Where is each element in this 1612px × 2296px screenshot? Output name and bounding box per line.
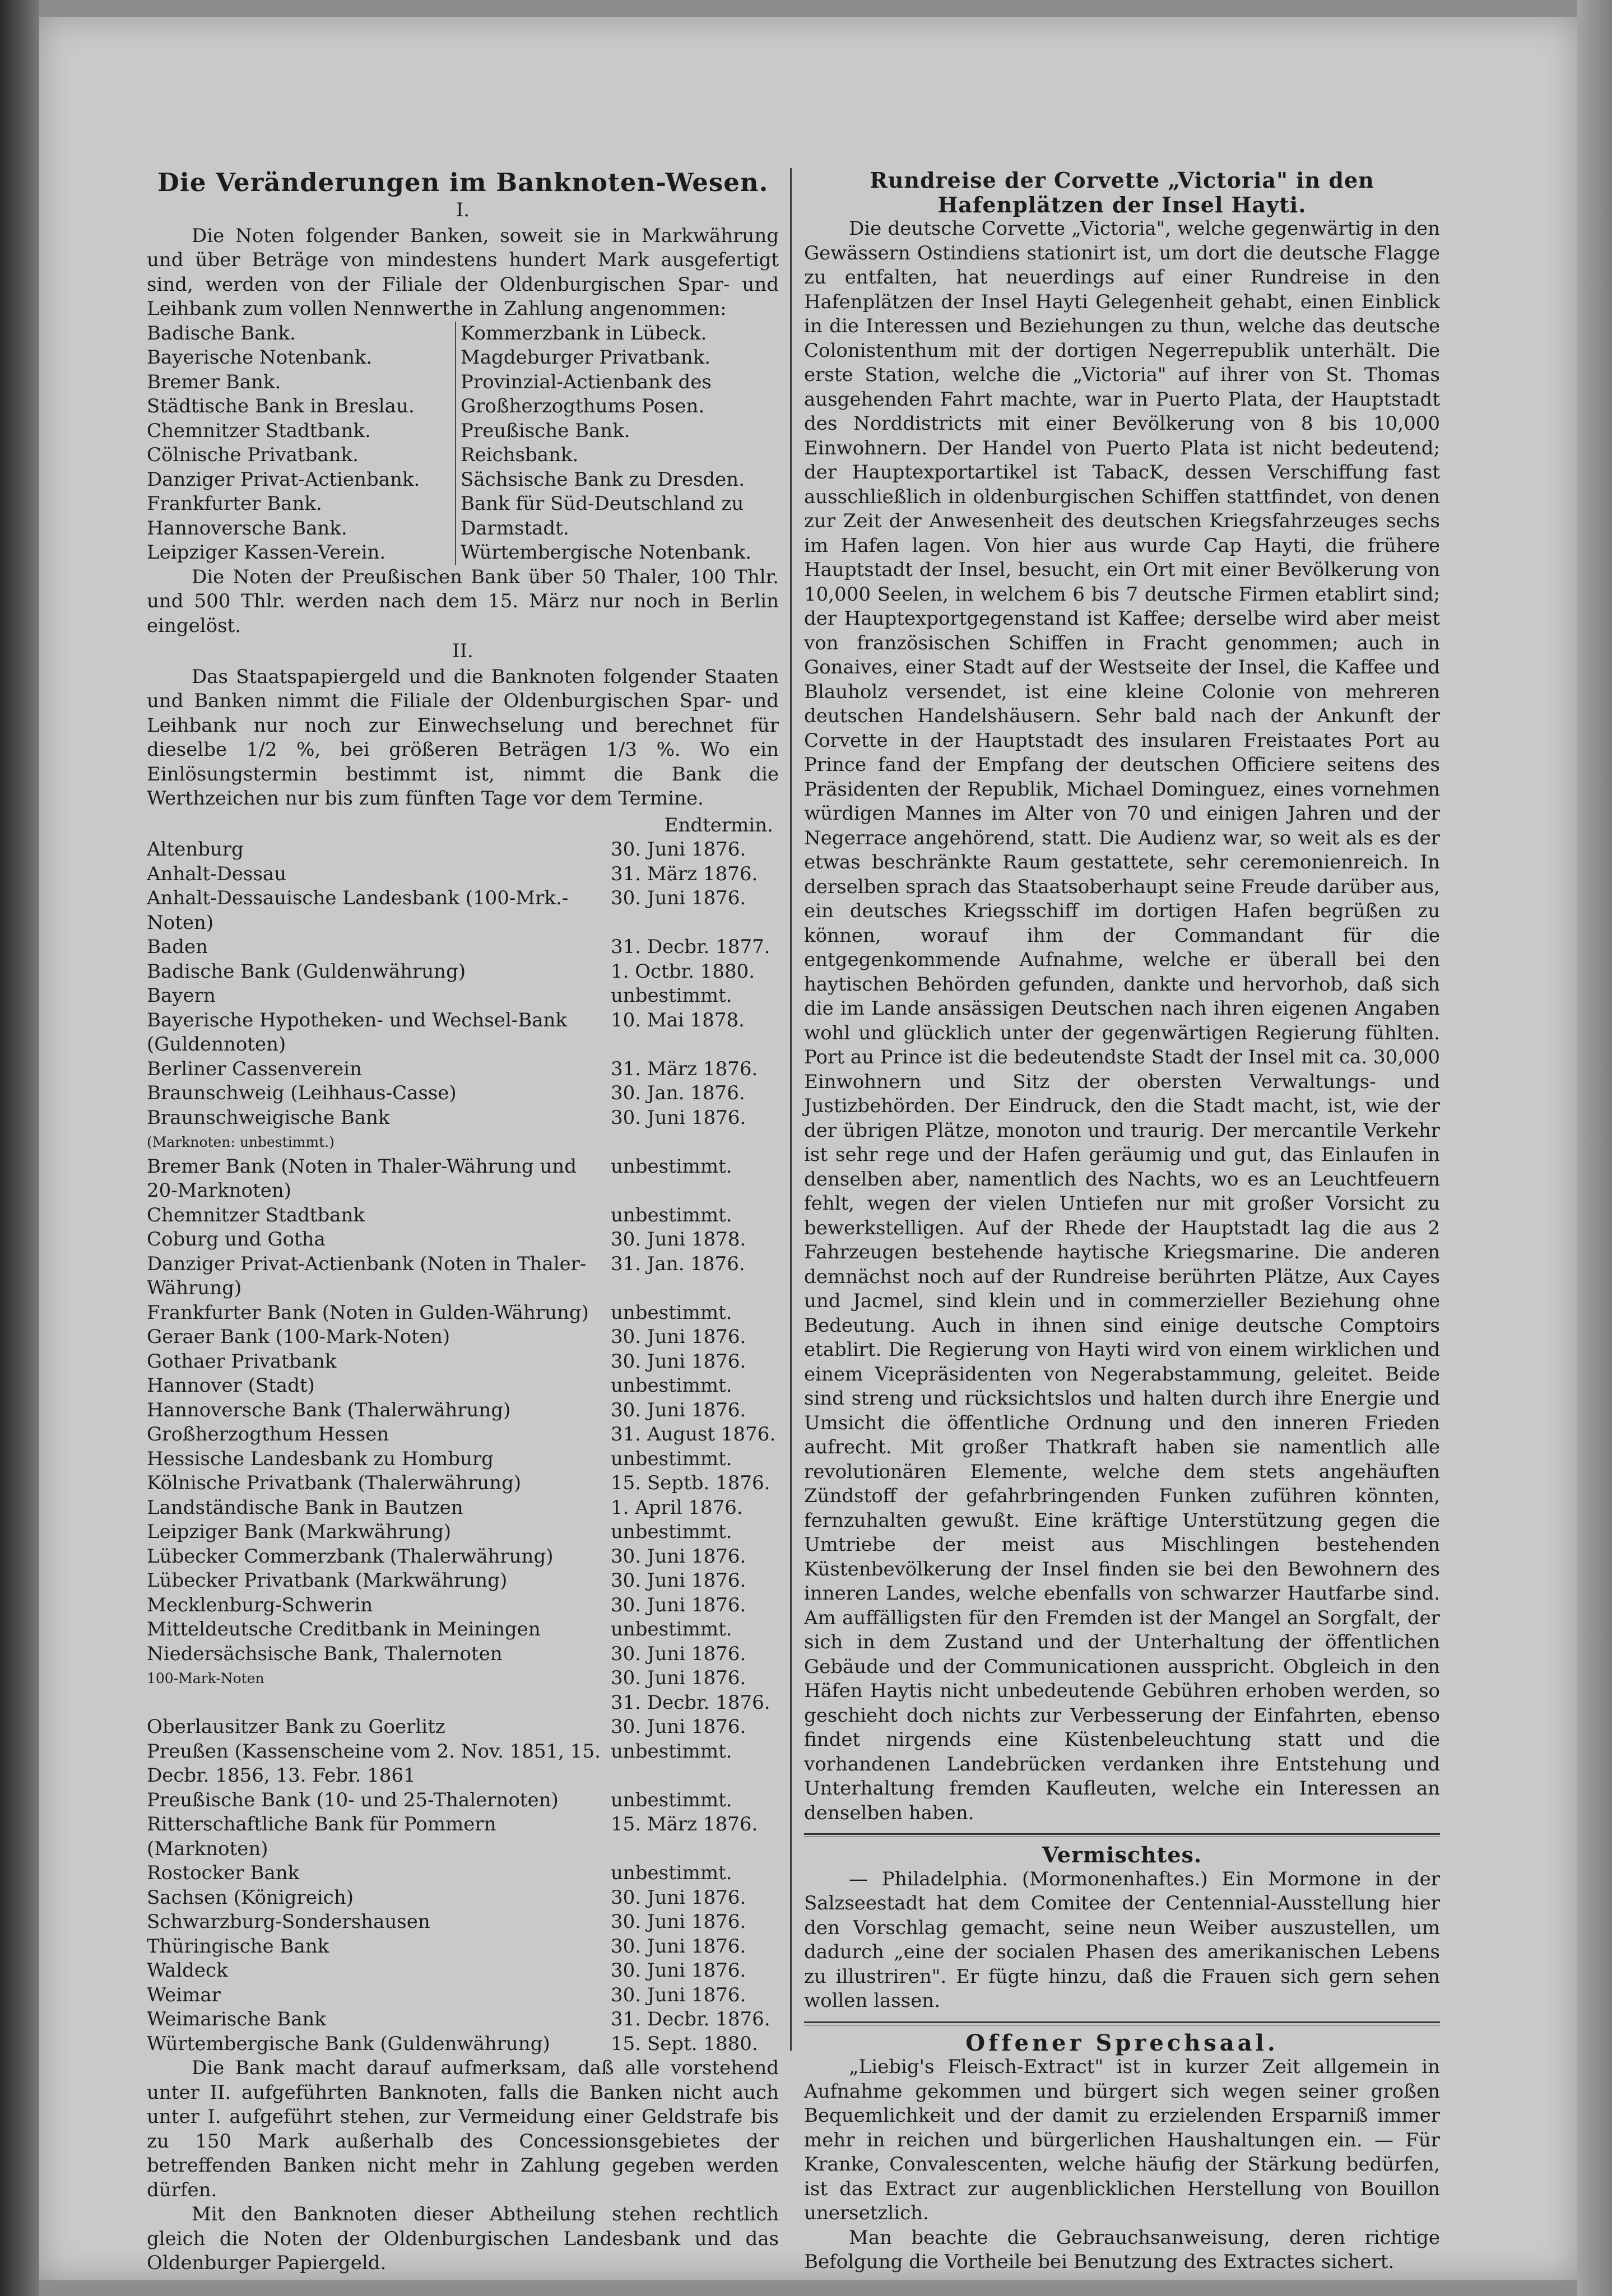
termin-date: 30. Juni 1876. — [611, 1667, 746, 1689]
termin-date: 15. März 1876. — [611, 1813, 758, 1835]
accepted-banks-col2 — [455, 322, 779, 565]
termin-row — [147, 1740, 779, 1788]
termin-bank: Bayerische Hypotheken- und Wechsel-Bank (Guldennoten) — [147, 1008, 568, 1056]
termin-date: 30. Juni 1876. — [611, 1593, 746, 1616]
termin-row — [147, 1812, 779, 1861]
termin-date: 31. August 1876. — [611, 1423, 776, 1446]
bank-item: Badische Bank. — [147, 322, 296, 345]
termin-row — [147, 1959, 779, 1983]
termin-date: unbestimmt. — [611, 1788, 732, 1811]
endtermin-table — [147, 838, 779, 2056]
bank-item: Kommerzbank in Lübeck. — [461, 322, 707, 345]
termin-bank: 100-Mark-Noten — [147, 1670, 264, 1686]
termin-bank: Bayern — [147, 984, 216, 1007]
termin-date: unbestimmt. — [611, 984, 732, 1007]
endtermin-header: Endtermin. — [664, 814, 773, 836]
termin-bank: Niedersächsische Bank, Thalernoten — [147, 1642, 503, 1665]
termin-date: 30. Jan. 1876. — [611, 1082, 745, 1104]
termin-bank: Waldeck — [147, 1959, 228, 1982]
termin-date: 15. Sept. 1880. — [611, 2032, 758, 2055]
termin-date: 30. Juni 1876. — [611, 1642, 746, 1665]
bank-item: Provinzial-Actienbank des Großherzogthums Posen. — [461, 370, 712, 417]
termin-date: unbestimmt. — [611, 1203, 732, 1226]
termin-row — [147, 1423, 779, 1447]
termin-row — [147, 1398, 779, 1423]
termin-bank: Ritterschaftliche Bank für Pommern (Marknoten) — [147, 1813, 496, 1860]
termin-bank: Braunschweigische Bank — [147, 1106, 390, 1129]
corvette-article-text: Die deutsche Corvette „Victoria", welche gegenwärtig in den Gewässern Ostindiens stationirt ist, um dort die deutsche Flagge zu entfalten, hat neuerdings auf einer Rundreise in den Hafenplätzen der Insel Hayti Gelegenheit gehabt, einen Einblick in die Interessen und Beziehungen zu thun, welche das deutsche Colonistenthum mit der dortigen Negerrepublik unterhält. Die erste Station, welche die „Victoria" auf ihrer von St. Thomas ausgehenden Fahrt machte, war in Puerto Plata, der Hauptstadt des Norddistricts mit einer Bevölkerung von 8 bis 10,000 Einwohnern. Der Handel von Puerto Plata ist nicht bedeutend; der Hauptexportartikel ist TabacK, dessen Verschiffung fast ausschließlich in oldenburgischen Schiffen stattfindet, von denen zur Zeit der Anwesenheit des deutschen Kriegsfahrzeuges sechs im Hafen lagen. Von hier aus wurde Cap Hayti, die frühere Hauptstadt der Insel, besucht, ein Ort mit einer Bevölkerung von 10,000 Seelen, in welchem 6 bis 7 deutsche Firmen etablirt sind; der Hauptexportgegenstand ist Kaffee; derselbe wird aber meist von französischen Schiffen in Fracht genommen; auch in Gonaives, einer Stadt auf der Westseite der Insel, die Kaffee und Blauholz versendet, ist eine kleine Colonie von mehreren deutschen Handelshäusern. Sehr bald nach der Ankunft der Corvette in der Hauptstadt des insularen Freistaates Port au Prince fand der Empfang der deutschen Officiere seitens des Präsidenten der Republik, Michael Dominguez, eines vornehmen würdigen Mannes im Alter von 70 und einigen Jahren und der Negerrace angehörend, statt. Die Audienz war, so weit als es der etwas beschränkte Raum gestattete, sehr ceremonienreich. In derselben sprach das Staatsoberhaupt seine Freude darüber aus, ein deutsches Kriegsschiff im dortigen Hafen begrüßen zu können, worauf ihm der Commandant für die entgegenkommende Aufnahme, welche er überall bei den haytischen Behörden gefunden, dankte und hervorhob, daß sich die im Lande ansässigen Deutschen nach ihren eigenen Angaben wohl und glücklich unter der gegenwärtigen Regierung fühlten. Port au Prince ist die bedeutendste Stadt der Insel mit ca. 30,000 Einwohnern und Sitz der obersten Verwaltungs- und Justizbehörden. Der Eindruck, den die Stadt macht, ist, wie der der übrigen Plätze, monoton und traurig. Der mercantile Verkehr ist sehr rege und der Hafen geräumig und gut, das Einlaufen in denselben aber, namentlich des Nachts, wo es an Leuchtfeuern fehlt, wegen der vielen Untiefen nur mit großer Vorsicht zu bewerkstelligen. Auf der Rhede der Hauptstadt lag die aus 2 Fahrzeugen bestehende haytische Kriegsmarine. Die anderen demnächst noch auf der Rundreise berührten Plätze, Aux Cayes und Jacmel, sind klein und in commerzieller Beziehung ohne Bedeutung. Auch in ihnen sind einige deutsche Comptoirs etablirt. Die Regierung von Hayti wird von einem wirklichen und einem Vicepräsidenten von Negerabstammung, geleitet. Beide sind streng und rücksichtslos und halten durch ihre Energie und Umsicht die öffentliche Ordnung und den inneren Frieden aufrecht. Mit großer Thatkraft haben sie namentlich alle revolutionären Elemente, welche dem stets angehäuften Zündstoff der gefahrbringenden Funken zuführen könnten, fernzuhalten gewußt. Eine kräftige Unterstützung gegen die Umtriebe der meist aus Mischlingen bestehenden Küstenbevölkerung der Insel finden sie bei den Bewohnern des inneren Landes, welche ebenfalls von schwarzer Hautfarbe sind. Am auffälligsten für den Fremden ist der Mangel an Sorgfalt, der sich in dem Zustand und der Unterhaltung der öffentlichen Gebäude und der Communicationen ausspricht. Obgleich in den Häfen Haytis nicht unbedeutende Gebühren erhoben werden, so geschieht doch nichts zur Verbesserung der Einfahrten, ebenso findet nirgends eine Küstenbeleuchtung statt und die vorhandenen Landebrücken verdanken ihre Entstehung und Unterhaltung fremden Kaufleuten, welche ein Interessen an denselben haben. — [804, 217, 1440, 1824]
column-rule — [790, 168, 792, 2051]
book-spine — [0, 0, 39, 2296]
termin-date: 30. Juni 1876. — [611, 1935, 746, 1958]
preussische-note: Die Noten der Preußischen Bank über 50 Thaler, 100 Thlr. und 500 Thlr. werden nach dem 15. März nur noch in Berlin eingelöst. — [147, 565, 779, 637]
termin-bank: Oberlausitzer Bank zu Goerlitz — [147, 1716, 445, 1738]
termin-bank: Schwarzburg-Sondershausen — [147, 1911, 430, 1933]
sprechsaal-title: Offener Sprechsaal. — [965, 2029, 1279, 2056]
termin-bank: (Marknoten: unbestimmt.) — [147, 1134, 335, 1150]
termin-bank: Hessische Landesbank zu Homburg — [147, 1447, 494, 1470]
termin-bank: Anhalt-Dessau — [147, 862, 287, 885]
termin-date: 30. Juni 1876. — [611, 1106, 746, 1129]
termin-date: 30. Juni 1876. — [611, 1545, 746, 1568]
termin-row — [147, 1569, 779, 1593]
termin-bank: Würtembergische Bank (Guldenwährung) — [147, 2032, 550, 2055]
termin-bank: Rostocker Bank — [147, 1862, 300, 1884]
termin-bank: Lübecker Privatbank (Markwährung) — [147, 1569, 508, 1592]
termin-date: 30. Juni 1876. — [611, 1911, 746, 1933]
termin-row — [147, 1788, 779, 1813]
termin-date: unbestimmt. — [611, 1374, 732, 1397]
termin-date: unbestimmt. — [611, 1521, 732, 1543]
termin-row — [147, 1203, 779, 1228]
termin-row — [147, 1691, 779, 1716]
vermischtes-text: — Philadelphia. (Mormonenhaftes.) Ein Mormone in der Salzseestadt hat dem Comitee der Centennial-Ausstellung hier den Vorschlag gemacht, seine neun Weiber auszustellen, um dadurch „eine der socialen Phasen des amerikanischen Lebens zu illustriren". Er fügte hinzu, daß die Frauen sich gern sehen wollen lassen. — [804, 1867, 1440, 2012]
sprechsaal-text-2: Man beachte die Gebrauchsanweisung, deren richtige Befolgung die Vortheile bei Benutzung des Extractes sichert. — [804, 2226, 1440, 2273]
bank-item: Danziger Privat-Actienbank. — [147, 468, 420, 491]
termin-bank: Anhalt-Dessauische Landesbank (100-Mrk.-Noten) — [147, 887, 569, 934]
exchange-intro: Das Staatspapiergeld und die Banknoten folgender Staaten und Banken nimmt die Filiale der Oldenburgischen Spar- und Leihbank nur noch zur Einwechselung und berechnet für dieselbe 1/2 %, bei größeren Beträgen 1/3 %. Wo ein Einlösungstermin bestimmt ist, nimmt die Bank die Werthzeichen nur bis zum fünften Tage vor dem Termine. — [147, 665, 779, 810]
bank-item: Magdeburger Privatbank. — [461, 346, 711, 369]
termin-row — [147, 1593, 779, 1618]
left-column — [147, 168, 779, 2276]
termin-bank: Preußen (Kassenscheine vom 2. Nov. 1851, 15. Decbr. 1856, 13. Febr. 1861 — [147, 1740, 601, 1787]
termin-date: 30. Juni 1876. — [611, 1983, 746, 2006]
termin-row — [147, 1057, 779, 1082]
termin-row — [147, 1228, 779, 1252]
termin-date: 30. Juni 1876. — [611, 838, 746, 861]
section-separator — [804, 1833, 1440, 1837]
termin-row — [147, 2032, 779, 2057]
termin-row — [147, 1910, 779, 1935]
termin-row — [147, 935, 779, 960]
termin-date: unbestimmt. — [611, 1740, 732, 1763]
bank-item: Preußische Bank. — [461, 419, 630, 442]
termin-row — [147, 1935, 779, 1959]
section-separator — [804, 2021, 1440, 2025]
termin-bank: Preußische Bank (10- und 25-Thalernoten) — [147, 1788, 559, 1811]
termin-date: unbestimmt. — [611, 1301, 732, 1324]
bank-item: Hannoversche Bank. — [147, 517, 347, 540]
termin-bank — [147, 1691, 611, 1716]
bank-item: Bremer Bank. — [147, 370, 281, 393]
termin-row — [147, 1983, 779, 2008]
termin-bank: Braunschweig (Leihhaus-Casse) — [147, 1082, 457, 1104]
termin-row — [147, 1618, 779, 1642]
termin-bank: Baden — [147, 936, 208, 958]
termin-date: 1. April 1876. — [611, 1496, 743, 1519]
termin-bank: Weimarische Bank — [147, 2008, 326, 2030]
termin-row — [147, 1520, 779, 1545]
section-numeral-2: II. — [452, 640, 473, 662]
termin-date: 30. Juni 1876. — [611, 1959, 746, 1982]
bank-item: Sächsische Bank zu Dresden. — [461, 468, 745, 491]
termin-row — [147, 1155, 779, 1203]
termin-row — [147, 1008, 779, 1057]
termin-bank: Lübecker Commerzbank (Thalerwährung) — [147, 1545, 554, 1568]
termin-bank: Danziger Privat-Actienbank (Noten in Thaler-Währung) — [147, 1252, 587, 1299]
termin-date: unbestimmt. — [611, 1618, 732, 1640]
accepted-banks-list — [147, 322, 779, 565]
termin-bank: Hannoversche Bank (Thalerwährung) — [147, 1398, 511, 1421]
banknote-article-title: Die Veränderungen im Banknoten-Wesen. — [157, 168, 769, 197]
termin-bank: Leipziger Bank (Markwährung) — [147, 1521, 452, 1543]
bank-item: Cölnische Privatbank. — [147, 444, 359, 466]
bank-item: Bayerische Notenbank. — [147, 346, 373, 369]
termin-bank: Altenburg — [147, 838, 244, 861]
termin-date: 31. März 1876. — [611, 1057, 758, 1080]
termin-date: 30. Juni 1876. — [611, 1569, 746, 1592]
termin-row — [147, 1252, 779, 1301]
termin-date: 30. Juni 1876. — [611, 1716, 746, 1738]
termin-bank: Coburg und Gotha — [147, 1228, 326, 1251]
bank-item: Leipziger Kassen-Verein. — [147, 541, 386, 564]
termin-row — [147, 1325, 779, 1350]
bank-item: Reichsbank. — [461, 444, 579, 466]
termin-row — [147, 1350, 779, 1374]
termin-date: 31. Jan. 1876. — [611, 1252, 745, 1275]
page-edge — [1577, 0, 1612, 2296]
closing-paragraph-2: Mit den Banknoten dieser Abtheilung stehen rechtlich gleich die Noten der Oldenburgischen Landesbank und das Oldenburger Papiergeld. — [147, 2203, 779, 2274]
termin-bank: Chemnitzer Stadtbank — [147, 1203, 365, 1226]
termin-bank: Berliner Cassenverein — [147, 1057, 362, 1080]
termin-bank: Großherzogthum Hessen — [147, 1423, 389, 1446]
termin-date: 30. Juni 1878. — [611, 1228, 746, 1251]
termin-bank: Weimar — [147, 1983, 221, 2006]
termin-row — [147, 886, 779, 935]
termin-row — [147, 2007, 779, 2032]
termin-date — [611, 1130, 779, 1155]
termin-date: unbestimmt. — [611, 1155, 732, 1178]
termin-bank: Thüringische Bank — [147, 1935, 329, 1958]
termin-date: unbestimmt. — [611, 1447, 732, 1470]
accepted-banks-col1 — [147, 322, 455, 565]
termin-row — [147, 1496, 779, 1521]
bank-item: Städtische Bank in Breslau. — [147, 395, 415, 417]
termin-row — [147, 1715, 779, 1740]
termin-row — [147, 1545, 779, 1569]
termin-row — [147, 1374, 779, 1398]
right-column — [804, 168, 1440, 2275]
termin-date: 30. Juni 1876. — [611, 1398, 746, 1421]
termin-bank: Frankfurter Bank (Noten in Gulden-Währung) — [147, 1301, 589, 1324]
termin-row — [147, 1642, 779, 1667]
termin-date: 30. Juni 1876. — [611, 1326, 746, 1348]
termin-date: 30. Juni 1876. — [611, 887, 746, 909]
termin-row — [147, 1886, 779, 1911]
termin-date: unbestimmt. — [611, 1862, 732, 1884]
termin-row — [147, 1081, 779, 1106]
corvette-article-title: Rundreise der Corvette „Victoria" in den Hafenplätzen der Insel Hayti. — [870, 168, 1374, 217]
termin-bank: Badische Bank (Guldenwährung) — [147, 960, 466, 983]
banknote-intro: Die Noten folgender Banken, soweit sie in Markwährung und über Beträge von mindestens hundert Mark ausgefertigt sind, werden von der Filiale der Oldenburgischen Spar- und Leihbank zum vollen Nennwerthe in Zahlung angenommen: — [147, 224, 779, 320]
termin-row — [147, 1301, 779, 1326]
termin-date: 31. Decbr. 1877. — [611, 936, 770, 958]
termin-bank: Gothaer Privatbank — [147, 1350, 337, 1373]
termin-date: 15. Septb. 1876. — [611, 1472, 770, 1494]
termin-bank: Bremer Bank (Noten in Thaler-Währung und 20-Marknoten) — [147, 1155, 577, 1202]
termin-row — [147, 984, 779, 1008]
termin-bank: Sachsen (Königreich) — [147, 1886, 354, 1909]
termin-row — [147, 1471, 779, 1496]
termin-bank: Mitteldeutsche Creditbank in Meiningen — [147, 1618, 541, 1640]
termin-row — [147, 1861, 779, 1886]
bank-item: Frankfurter Bank. — [147, 492, 322, 515]
closing-paragraph-1: Die Bank macht darauf aufmerksam, daß alle vorstehend unter II. aufgeführten Banknoten, falls die Banken nicht auch unter I. aufgeführt stehen, zur Vermeidung einer Geldstrafe bis zu 150 Mark außerhalb des Concessionsgebietes der betreffenden Banken nicht mehr in Zahlung gegeben werden dürfen. — [147, 2057, 779, 2201]
termin-bank: Mecklenburg-Schwerin — [147, 1593, 373, 1616]
section-numeral-1: I. — [456, 199, 470, 221]
vermischtes-title: Vermischtes. — [1042, 1842, 1202, 1867]
termin-date: 30. Juni 1876. — [611, 1886, 746, 1909]
termin-date: 31. Decbr. 1876. — [611, 1691, 770, 1714]
termin-row — [147, 838, 779, 862]
bank-item: Chemnitzer Stadtbank. — [147, 419, 371, 442]
termin-bank: Kölnische Privatbank (Thalerwährung) — [147, 1472, 522, 1494]
termin-date: 31. Decbr. 1876. — [611, 2008, 770, 2030]
termin-date: 31. März 1876. — [611, 862, 758, 885]
termin-date: 1. Octbr. 1880. — [611, 960, 755, 983]
termin-row — [147, 960, 779, 984]
termin-row — [147, 862, 779, 887]
termin-bank: Hannover (Stadt) — [147, 1374, 315, 1397]
termin-row — [147, 1130, 779, 1155]
termin-row — [147, 1106, 779, 1131]
termin-row — [147, 1666, 779, 1691]
bank-item: Bank für Süd-Deutschland zu Darmstadt. — [461, 492, 744, 540]
termin-row — [147, 1447, 779, 1472]
sprechsaal-text-1: „Liebig's Fleisch-Extract" ist in kurzer Zeit allgemein in Aufnahme gekommen und bürgert sich wegen seiner großen Bequemlichkeit und der damit zu erzielenden Ersparniß immer mehr in reichen und bürgerlichen Haushaltungen ein. — Für Kranke, Convalescenten, welche häufig der Stärkung bedürfen, ist das Extract zur augenblicklichen Herstellung von Bouillon unersetzlich. — [804, 2056, 1440, 2224]
termin-bank: Landständische Bank in Bautzen — [147, 1496, 463, 1519]
termin-date: 30. Juni 1876. — [611, 1350, 746, 1373]
termin-date: 10. Mai 1878. — [611, 1008, 745, 1031]
bank-item: Würtembergische Notenbank. — [461, 541, 752, 564]
termin-bank: Geraer Bank (100-Mark-Noten) — [147, 1326, 450, 1348]
